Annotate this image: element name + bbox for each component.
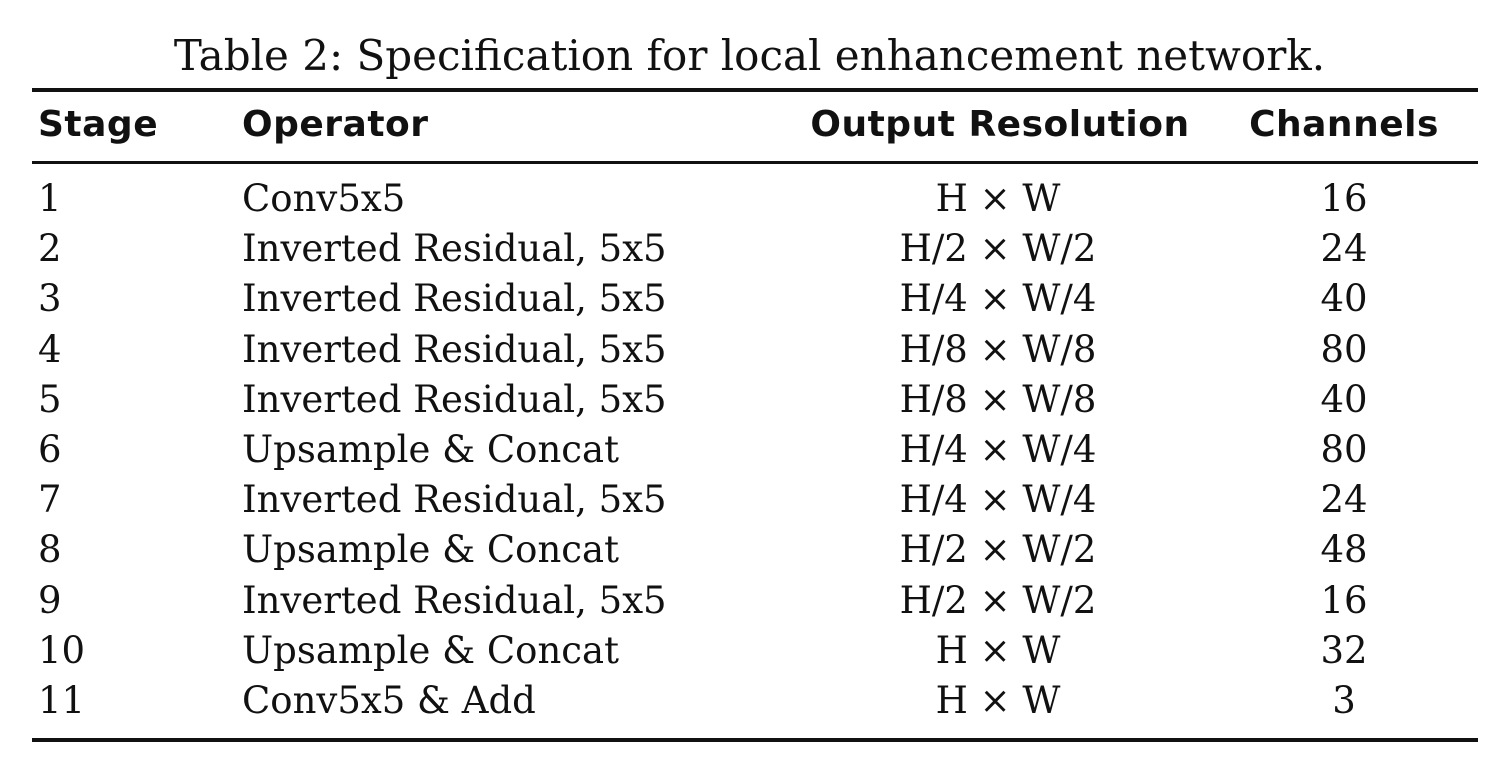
cell-stage: 6 xyxy=(38,427,62,471)
cell-resolution: H/2 × W/2 xyxy=(899,528,1097,572)
table-row xyxy=(0,525,1499,575)
table-body xyxy=(0,174,1499,726)
cell-resolution: H × W xyxy=(935,678,1061,722)
table-row xyxy=(0,676,1499,726)
cell-operator: Conv5x5 & Add xyxy=(242,678,536,722)
cell-resolution: H × W xyxy=(935,628,1061,672)
cell-operator: Inverted Residual, 5x5 xyxy=(242,277,667,321)
cell-stage: 11 xyxy=(38,678,86,722)
cell-operator: Inverted Residual, 5x5 xyxy=(242,327,667,371)
cell-resolution: H/4 × W/4 xyxy=(899,427,1097,471)
cell-operator: Conv5x5 xyxy=(242,177,406,220)
cell-channels: 40 xyxy=(1320,277,1368,321)
table-bottom-rule xyxy=(32,738,1478,742)
cell-stage: 1 xyxy=(38,177,62,220)
cell-channels: 16 xyxy=(1320,578,1368,622)
cell-operator: Upsample & Concat xyxy=(242,427,619,471)
cell-resolution: H/8 × W/8 xyxy=(899,377,1097,421)
header-output-resolution: Output Resolution xyxy=(810,104,1190,145)
header-operator: Operator xyxy=(242,104,429,145)
cell-operator: Inverted Residual, 5x5 xyxy=(242,578,667,622)
cell-resolution: H/8 × W/8 xyxy=(899,327,1097,371)
cell-resolution: H/2 × W/2 xyxy=(899,578,1097,622)
cell-channels: 48 xyxy=(1320,528,1368,572)
table-row xyxy=(0,274,1499,324)
cell-operator: Upsample & Concat xyxy=(242,528,619,572)
table-header-rule xyxy=(32,161,1478,164)
cell-channels: 80 xyxy=(1320,427,1368,471)
table-row xyxy=(0,325,1499,375)
table-top-rule xyxy=(32,88,1478,92)
table-row xyxy=(0,626,1499,676)
table-caption: Table 2: Specification for local enhancement network. xyxy=(173,31,1326,80)
cell-resolution: H/2 × W/2 xyxy=(899,227,1097,271)
header-stage: Stage xyxy=(38,104,159,145)
cell-operator: Upsample & Concat xyxy=(242,628,619,672)
cell-operator: Inverted Residual, 5x5 xyxy=(242,478,667,522)
header-channels: Channels xyxy=(1249,104,1439,145)
table-row xyxy=(0,576,1499,626)
cell-channels: 24 xyxy=(1320,478,1368,522)
cell-stage: 3 xyxy=(38,277,62,321)
table-row xyxy=(0,475,1499,525)
table-row xyxy=(0,375,1499,425)
cell-channels: 16 xyxy=(1320,177,1368,220)
cell-resolution: H/4 × W/4 xyxy=(899,478,1097,522)
cell-stage: 2 xyxy=(38,227,62,271)
cell-operator: Inverted Residual, 5x5 xyxy=(242,377,667,421)
cell-channels: 3 xyxy=(1332,678,1356,722)
cell-channels: 80 xyxy=(1320,327,1368,371)
cell-channels: 40 xyxy=(1320,377,1368,421)
table-row xyxy=(0,174,1499,224)
cell-stage: 9 xyxy=(38,578,62,622)
cell-stage: 7 xyxy=(38,478,62,522)
table-row xyxy=(0,224,1499,274)
cell-stage: 8 xyxy=(38,528,62,572)
table-row xyxy=(0,425,1499,475)
cell-channels: 32 xyxy=(1320,628,1368,672)
cell-channels: 24 xyxy=(1320,227,1368,271)
cell-stage: 10 xyxy=(38,628,86,672)
cell-operator: Inverted Residual, 5x5 xyxy=(242,227,667,271)
cell-resolution: H × W xyxy=(935,177,1061,220)
cell-resolution: H/4 × W/4 xyxy=(899,277,1097,321)
cell-stage: 5 xyxy=(38,377,62,421)
cell-stage: 4 xyxy=(38,327,62,371)
